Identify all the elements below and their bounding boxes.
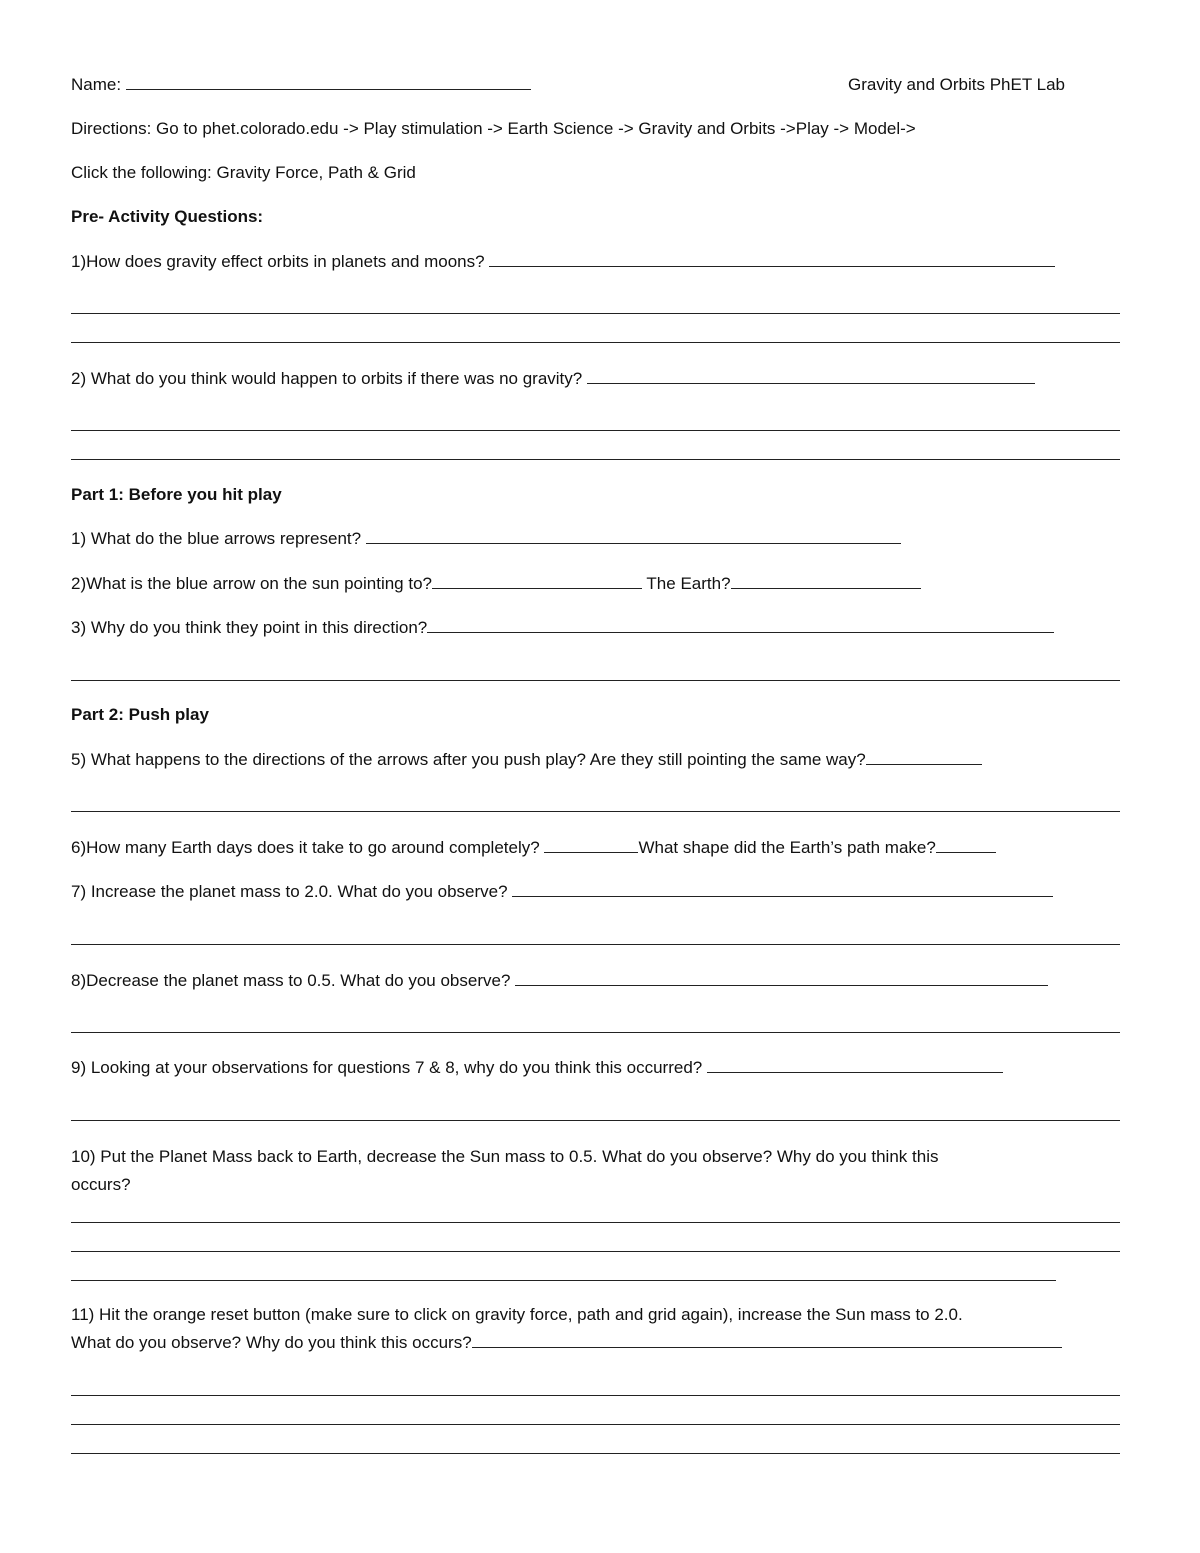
part2-q6-line <box>71 837 996 859</box>
part2-q8-line <box>71 970 1048 992</box>
answer-line[interactable] <box>71 1424 1120 1425</box>
part1-q1-line <box>71 528 901 550</box>
pre-q1-text: 1)How does gravity effect orbits in planets and moons? <box>71 252 485 271</box>
part2-q5-line <box>71 749 982 771</box>
part1-q2-earth-blank[interactable] <box>731 573 921 589</box>
answer-line[interactable] <box>71 459 1120 460</box>
part2-q7-line <box>71 881 1053 903</box>
part2-q7-blank[interactable] <box>512 881 1053 897</box>
name-line <box>71 74 531 96</box>
part2-q6-shape-blank[interactable] <box>936 837 996 853</box>
part1-q2-sun-blank[interactable] <box>432 573 642 589</box>
pre-activity-heading: Pre- Activity Questions: <box>71 207 264 226</box>
answer-line[interactable] <box>71 944 1120 945</box>
part2-q10-text-cont: occurs? <box>71 1175 131 1194</box>
part1-q2-line <box>71 573 921 595</box>
pre-q1-line <box>71 251 1055 273</box>
part2-q9-text: 9) Looking at your observations for questions 7 & 8, why do you think this occurred? <box>71 1058 703 1077</box>
part2-q6-text: 6)How many Earth days does it take to go around completely? <box>71 838 540 857</box>
part1-heading: Part 1: Before you hit play <box>71 485 282 504</box>
part2-q9-blank[interactable] <box>707 1057 1003 1073</box>
worksheet-title: Gravity and Orbits PhET Lab <box>848 75 1066 94</box>
answer-line[interactable] <box>71 1280 1056 1281</box>
name-label: Name: <box>71 75 122 94</box>
answer-line[interactable] <box>71 430 1120 431</box>
answer-line[interactable] <box>71 1120 1120 1121</box>
part1-q2-text: 2)What is the blue arrow on the sun pointing to? <box>71 574 432 593</box>
part2-heading: Part 2: Push play <box>71 705 209 724</box>
part2-q11-text-cont: What do you observe? Why do you think this occurs? <box>71 1333 472 1352</box>
answer-line[interactable] <box>71 680 1120 681</box>
answer-line[interactable] <box>71 1032 1120 1033</box>
part2-q11-blank[interactable] <box>472 1332 1062 1348</box>
part1-q1-blank[interactable] <box>366 528 901 544</box>
part2-q8-text: 8)Decrease the planet mass to 0.5. What do you observe? <box>71 971 511 990</box>
part2-q10-text: 10) Put the Planet Mass back to Earth, decrease the Sun mass to 0.5. What do you observe? Why do you think this <box>71 1147 939 1166</box>
answer-line[interactable] <box>71 811 1120 812</box>
part1-q2-earth-text: The Earth? <box>646 574 731 593</box>
part1-q3-blank[interactable] <box>427 617 1054 633</box>
answer-line[interactable] <box>71 1222 1120 1223</box>
answer-line[interactable] <box>71 342 1120 343</box>
part2-q6-days-blank[interactable] <box>544 837 638 853</box>
part2-q5-blank[interactable] <box>866 749 982 765</box>
pre-q2-line <box>71 368 1035 390</box>
answer-line[interactable] <box>71 1395 1120 1396</box>
directions-click-text: Click the following: Gravity Force, Path & Grid <box>71 163 416 182</box>
part2-q6-shape-text: What shape did the Earth’s path make? <box>638 838 936 857</box>
part1-q1-text: 1) What do the blue arrows represent? <box>71 529 362 548</box>
part1-q3-line <box>71 617 1054 639</box>
pre-q2-blank[interactable] <box>587 368 1035 384</box>
pre-q1-blank[interactable] <box>489 251 1055 267</box>
part2-q7-text: 7) Increase the planet mass to 2.0. What do you observe? <box>71 882 508 901</box>
part1-q3-text: 3) Why do you think they point in this direction? <box>71 618 428 637</box>
part2-q11-line <box>71 1332 1062 1354</box>
part2-q5-text: 5) What happens to the directions of the arrows after you push play? Are they still pointing the same way? <box>71 750 866 769</box>
name-blank[interactable] <box>126 74 531 90</box>
answer-line[interactable] <box>71 1251 1120 1252</box>
answer-line[interactable] <box>71 313 1120 314</box>
part2-q11-text: 11) Hit the orange reset button (make sure to click on gravity force, path and grid again), increase the Sun mass to 2.0. <box>71 1305 963 1324</box>
answer-line[interactable] <box>71 1453 1120 1454</box>
pre-q2-text: 2) What do you think would happen to orbits if there was no gravity? <box>71 369 583 388</box>
part2-q9-line <box>71 1057 1003 1079</box>
part2-q8-blank[interactable] <box>515 970 1048 986</box>
directions-text: Directions: Go to phet.colorado.edu -> Play stimulation -> Earth Science -> Gravity and Orbits ->Play -> Model-> <box>71 119 916 138</box>
